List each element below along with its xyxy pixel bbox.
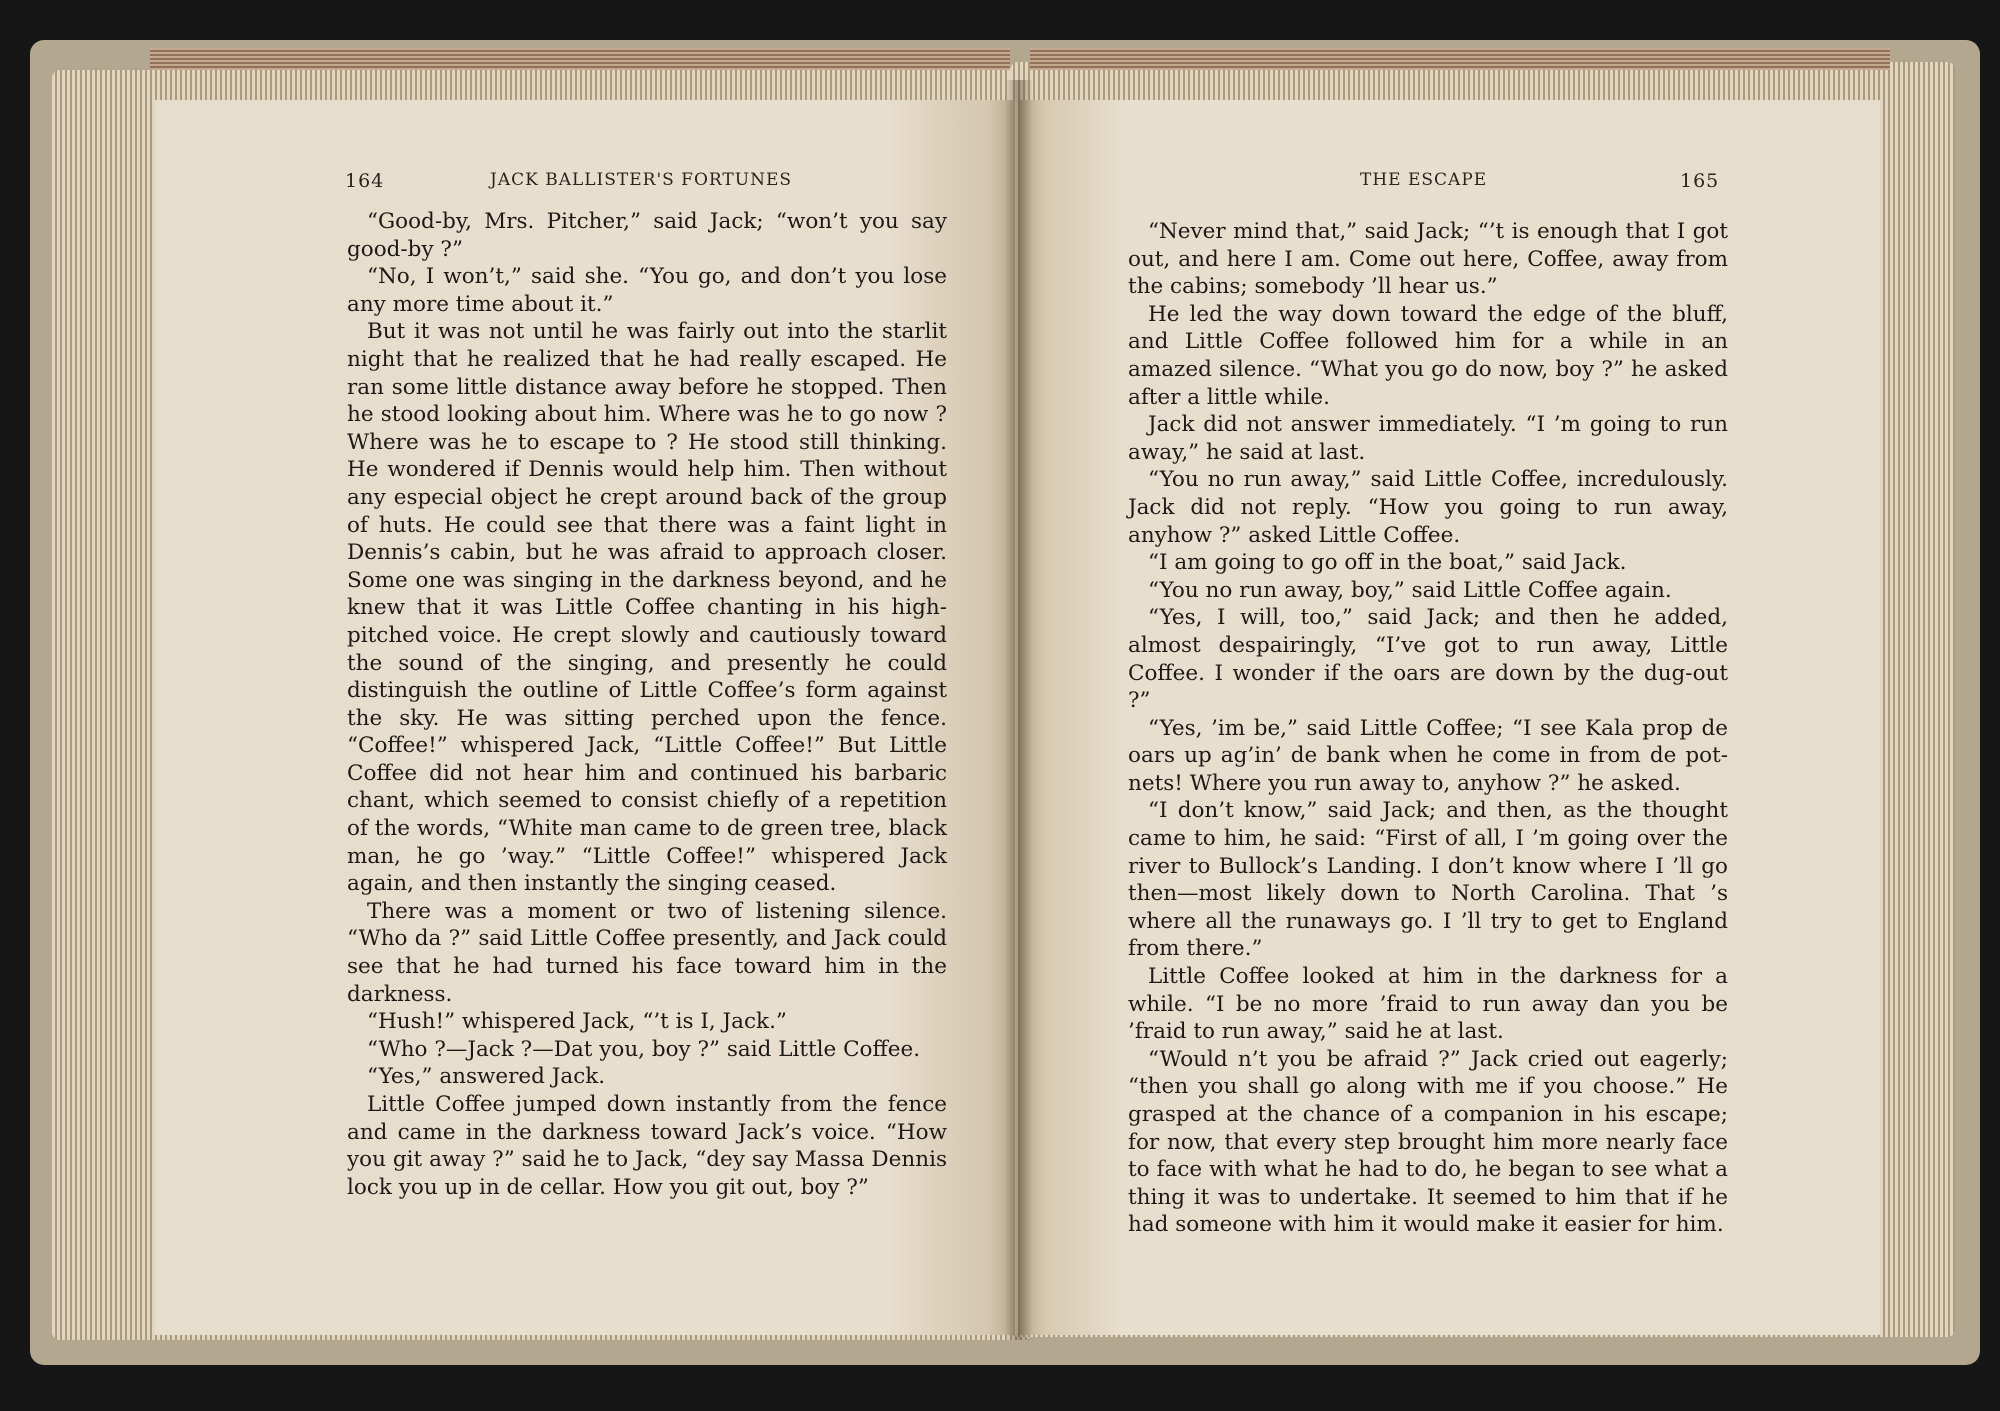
page-number: 165 <box>1680 170 1720 192</box>
paragraph: He led the way down toward the edge of the bluff, and Little Coffee followed him for a while in an amazed silence. “What you go do now, boy ?” he asked after a little while. <box>1128 301 1728 410</box>
paragraph: Little Coffee jumped down instantly from the fence and came in the darkness toward Jack’s voice. “How you git away ?” said he to Jack, “dey say Massa Dennis lock you up in de cellar. How you git out, boy ?” <box>347 1092 947 1200</box>
paragraph: “No, I won’t,” said she. “You go, and don’t you lose any more time about it.” <box>347 264 947 317</box>
paragraph: “I am going to go off in the boat,” said Jack. <box>1148 550 1627 576</box>
paragraph: “Hush!” whispered Jack, “’t is I, Jack.” <box>367 1009 787 1035</box>
paragraph: “Yes,” answered Jack. <box>367 1064 606 1090</box>
paragraph: “Who ?—Jack ?—Dat you, boy ?” said Little Coffee. <box>367 1036 921 1062</box>
paragraph: “Never mind that,” said Jack; “’t is enough that I got out, and here I am. Come out here, Coffee, away from the cabins; somebody ’ll hear us.” <box>1128 219 1728 300</box>
book-gutter <box>1005 80 1033 1340</box>
paragraph: “Would n’t you be afraid ?” Jack cried out eagerly; “then you shall go along with me if you choose.” He grasped at the chance of a companion in his escape; for now, that every step brought him more nearly face to face with what he had to do, he began to see what a thing it was to undertake. It seemed to him that if he had someone with him it would make it easier for him. <box>1128 1046 1728 1238</box>
running-head: JACK BALLISTER'S FORTUNES <box>490 170 793 190</box>
right-page <box>1020 100 1880 1335</box>
paragraph: Jack did not answer immediately. “I ’m going to run away,” he said at last. <box>1128 412 1728 465</box>
right-page-header <box>1020 170 1880 198</box>
left-page-header <box>155 170 1015 198</box>
right-page-body <box>1128 218 1728 1239</box>
paragraph: But it was not until he was fairly out into the starlit night that he realized that he had really escaped. He ran some little distance away before he stopped. Then he stood looking about him. Where was he to go now ? Where was he to escape to ? He stood still thinking. He wondered if Dennis would help him. Then without any especial object he crept around back of the group of huts. He could see that there was a faint light in Dennis’s cabin, but he was afraid to approach closer. Some one was singing in the darkness beyond, and he knew that it was Little Coffee chanting in his high-pitched voice. He crept slowly and cautiously toward the sound of the singing, and presently he could distinguish the outline of Little Coffee’s form against the sky. He was sitting perched upon the fence. “Coffee!” whispered Jack, “Little Coffee!” But Little Coffee did not hear him and continued his barbaric chant, which seemed to consist chiefly of a repetition of the words, “White man came to de green tree, black man, he go ’way.” “Little Coffee!” whispered Jack again, and then instantly the singing ceased. <box>347 319 947 897</box>
left-page-body <box>347 208 947 1201</box>
paragraph: “I don’t know,” said Jack; and then, as the thought came to him, he said: “First of all, I ’m going over the river to Bullock’s Landing. I don’t know where I ’ll go then—most likely down to North Carolina. That ’s where all the runaways go. I ’ll try to get to England from there.” <box>1128 798 1728 962</box>
paragraph: “You no run away, boy,” said Little Coffee again. <box>1148 577 1672 603</box>
paragraph: “Good-by, Mrs. Pitcher,” said Jack; “won’t you say good-by ?” <box>347 209 947 262</box>
top-page-edge-left <box>150 48 1010 70</box>
paragraph: “Yes, ’im be,” said Little Coffee; “I see Kala prop de oars up ag’in’ de bank when he come in from de pot-nets! Where you run away to, anyhow ?” he asked. <box>1128 715 1728 796</box>
paragraph: “You no run away,” said Little Coffee, incredulously. Jack did not reply. “How you going to run away, anyhow ?” asked Little Coffee. <box>1128 467 1728 548</box>
top-page-edge-right <box>1030 48 1890 70</box>
paragraph: There was a moment or two of listening silence. “Who da ?” said Little Coffee presently, and Jack could see that he had turned his face toward him in the darkness. <box>347 898 947 1007</box>
running-head: THE ESCAPE <box>1360 170 1488 190</box>
left-page <box>155 100 1015 1335</box>
paragraph: “Yes, I will, too,” said Jack; and then he added, almost despairingly, “I’ve got to run away, Little Coffee. I wonder if the oars are down by the dug-out ?” <box>1128 605 1728 714</box>
page-number: 164 <box>345 170 385 192</box>
paragraph: Little Coffee looked at him in the darkness for a while. “I be no more ’fraid to run away dan you be ’fraid to run away,” said he at last. <box>1128 964 1728 1045</box>
